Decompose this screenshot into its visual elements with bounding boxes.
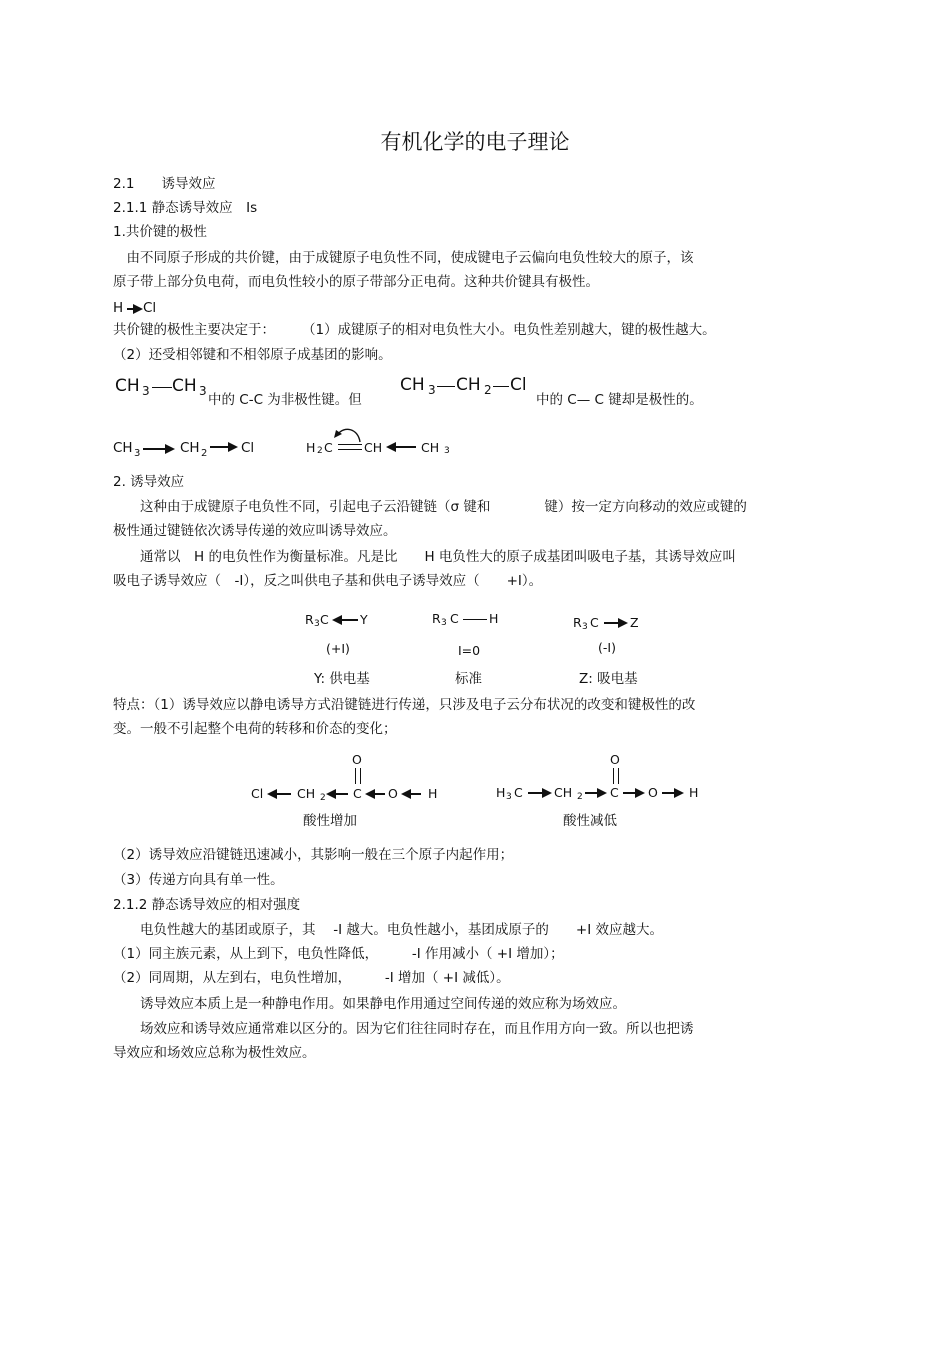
acid2-oxygen-top: O — [610, 752, 620, 767]
ethane-left: CH — [115, 376, 140, 396]
paragraph-8: （3）传递方向具有单一性。 — [113, 872, 284, 888]
acid2-o: O — [648, 785, 658, 800]
ethane-sub-right: 3 — [199, 384, 207, 398]
acid2-hh: H — [689, 785, 699, 800]
std-sub3: 3 — [582, 622, 588, 632]
acid1-arrow3 — [367, 793, 385, 795]
acid2-sub3: 3 — [506, 792, 512, 802]
paragraph-13b: 导效应和场效应总称为极性效应。 — [113, 1045, 316, 1061]
acid2-label: 酸性减低 — [563, 813, 617, 829]
page-title: 有机化学的电子理论 — [380, 130, 570, 154]
chloroethane-sub2: 2 — [484, 383, 492, 397]
std-label-y: Y: 供电基 — [314, 671, 370, 687]
paragraph-2b: （2）还受相邻键和不相邻原子成基团的影响。 — [113, 347, 392, 363]
hcl-h: H — [113, 300, 124, 316]
section-2-1-2: 2.1.2 静态诱导效应的相对强度 — [113, 897, 301, 913]
curved-arrow-icon — [330, 424, 364, 444]
ethane-sub-left: 3 — [142, 384, 150, 398]
chloroethane-bond2 — [493, 386, 509, 387]
std-arrow-y — [334, 619, 358, 621]
ethane-right: CH — [172, 376, 197, 396]
std-label-h: 标准 — [455, 671, 482, 687]
acid1-dbl-a — [355, 768, 356, 784]
chain1-ch3: CH — [113, 440, 133, 456]
paragraph-4a: 这种由于成键原子电负性不同，引起电子云沿键链（σ 键和 键）按一定方向移动的效应或键的 — [113, 499, 747, 515]
hcl-arrow — [127, 308, 141, 310]
acid2-sub2: 2 — [577, 792, 583, 802]
std-h: H — [489, 611, 499, 626]
section-2: 2. 诱导效应 — [113, 474, 185, 490]
acid2-h: H — [496, 785, 506, 800]
paragraph-9: 电负性越大的基团或原子，其 -I 越大。电负性越小，基团成原子的 +I 效应越大。 — [113, 922, 664, 938]
acid1-o: O — [388, 786, 398, 801]
paragraph-1b: 原子带上部分负电荷，而电负性较小的原子带部分正电荷。这种共价键具有极性。 — [113, 274, 599, 290]
acid1-sub2: 2 — [320, 793, 326, 803]
acid1-arrow4 — [403, 793, 421, 795]
acid2-dbl-b — [618, 768, 619, 784]
std-effect-z: (-I) — [598, 640, 616, 655]
paragraph-11: （2）同周期，从左到右，电负性增加， -I 增加（ +I 减低）。 — [113, 970, 510, 986]
chain1-ch2: CH — [180, 440, 200, 456]
acid1-arrow2 — [328, 793, 348, 795]
std-z: Z — [630, 615, 639, 630]
chain2-double-bond-b — [338, 449, 362, 450]
std-c3: C — [590, 615, 599, 630]
chloroethane-sub3: 3 — [428, 383, 436, 397]
acid1-ch: CH — [297, 786, 316, 801]
chain2-h: H — [306, 440, 316, 455]
chain1-sub2: 2 — [201, 448, 208, 459]
acid2-dbl-a — [613, 768, 614, 784]
acid1-cl: Cl — [251, 786, 264, 801]
paragraph-5b: 吸电子诱导效应（ -I），反之叫供电子基和供电子诱导效应（ +I）。 — [113, 573, 543, 589]
chain1-cl: Cl — [241, 440, 255, 456]
chain2-sub3: 3 — [444, 446, 450, 456]
paragraph-4b: 极性通过键链依次诱导传递的效应叫诱导效应。 — [113, 523, 397, 539]
paragraph-2a: 共价键的极性主要决定于： （1）成键原子的相对电负性大小。电负性差别越大，键的极性越大。 — [113, 322, 716, 338]
std-effect-h: I=0 — [458, 643, 481, 658]
std-c2: C — [450, 611, 459, 626]
chloroethane-cl: Cl — [510, 375, 527, 395]
std-y: Y — [360, 612, 368, 627]
chain2-double-bond-a — [338, 444, 362, 445]
acid1-label: 酸性增加 — [303, 813, 357, 829]
acid2-c1: C — [514, 785, 523, 800]
acid1-dbl-b — [360, 768, 361, 784]
chloroethane-bond1 — [437, 386, 455, 387]
paragraph-13a: 场效应和诱导效应通常难以区分的。因为它们往往同时存在，而且作用方向一致。所以也把诱 — [113, 1021, 694, 1037]
hcl-cl: Cl — [143, 300, 157, 316]
acid2-c: C — [610, 785, 619, 800]
paragraph-10: （1）同主族元素，从上到下，电负性降低， -I 作用减小（ +I 增加）； — [113, 946, 564, 962]
std-sub1: 3 — [314, 619, 320, 629]
acid1-h: H — [428, 786, 438, 801]
chloroethane-ch3: CH — [400, 375, 425, 395]
paragraph-6a: 特点：（1）诱导效应以静电诱导方式沿键链进行传递，只涉及电子云分布状况的改变和键极性的改 — [113, 697, 696, 713]
std-bond-h — [463, 619, 487, 620]
chain1-arrow1 — [143, 448, 173, 450]
std-c1: C — [320, 612, 329, 627]
acid2-arrow3 — [623, 792, 643, 794]
paragraph-7: （2）诱导效应沿键链迅速减小，其影响一般在三个原子内起作用； — [113, 847, 514, 863]
ethane-bond — [152, 387, 172, 388]
paragraph-12: 诱导效应本质上是一种静电作用。如果静电作用通过空间传递的效应称为场效应。 — [113, 996, 626, 1012]
paragraph-6b: 变。一般不引起整个电荷的转移和价态的变化； — [113, 721, 397, 737]
acid1-oxygen-top: O — [352, 752, 362, 767]
chain1-arrow2 — [210, 446, 236, 448]
std-effect-y: (+I) — [326, 641, 350, 656]
chain2-arrow — [388, 446, 416, 448]
std-label-z: Z: 吸电基 — [579, 671, 638, 687]
chloroethane-ch2: CH — [456, 375, 481, 395]
chain2-c: C — [324, 440, 333, 455]
chain2-ch: CH — [364, 440, 383, 455]
acid1-c: C — [353, 786, 362, 801]
std-r3: R — [573, 615, 582, 630]
acid2-ch: CH — [554, 785, 573, 800]
std-sub2: 3 — [441, 618, 447, 628]
std-arrow-z — [604, 622, 626, 624]
acid2-arrow1 — [528, 792, 550, 794]
acid1-arrow1 — [269, 793, 291, 795]
section-2-1-1: 2.1.1 静态诱导效应 Is — [113, 200, 258, 216]
std-r1: R — [305, 612, 314, 627]
std-r2: R — [432, 611, 441, 626]
chain1-sub3: 3 — [134, 448, 141, 459]
paragraph-3b: 中的 C— C 键却是极性的。 — [536, 392, 703, 408]
paragraph-1a: 由不同原子形成的共价键，由于成键原子电负性不同，使成键电子云偏向电负性较大的原子，该 — [113, 250, 694, 266]
acid2-arrow4 — [662, 792, 682, 794]
section-2-1: 2.1 诱导效应 — [113, 176, 216, 192]
subsection-1: 1.共价键的极性 — [113, 224, 207, 240]
chain2-ch3: CH — [421, 440, 440, 455]
paragraph-5a: 通常以 H 的电负性作为衡量标准。凡是比 H 电负性大的原子成基团叫吸电子基，其诱导效应叫 — [113, 549, 736, 565]
paragraph-3a: 中的 C-C 为非极性键。但 — [208, 392, 362, 408]
chain2-sub2: 2 — [317, 446, 323, 456]
acid2-arrow2 — [585, 792, 605, 794]
